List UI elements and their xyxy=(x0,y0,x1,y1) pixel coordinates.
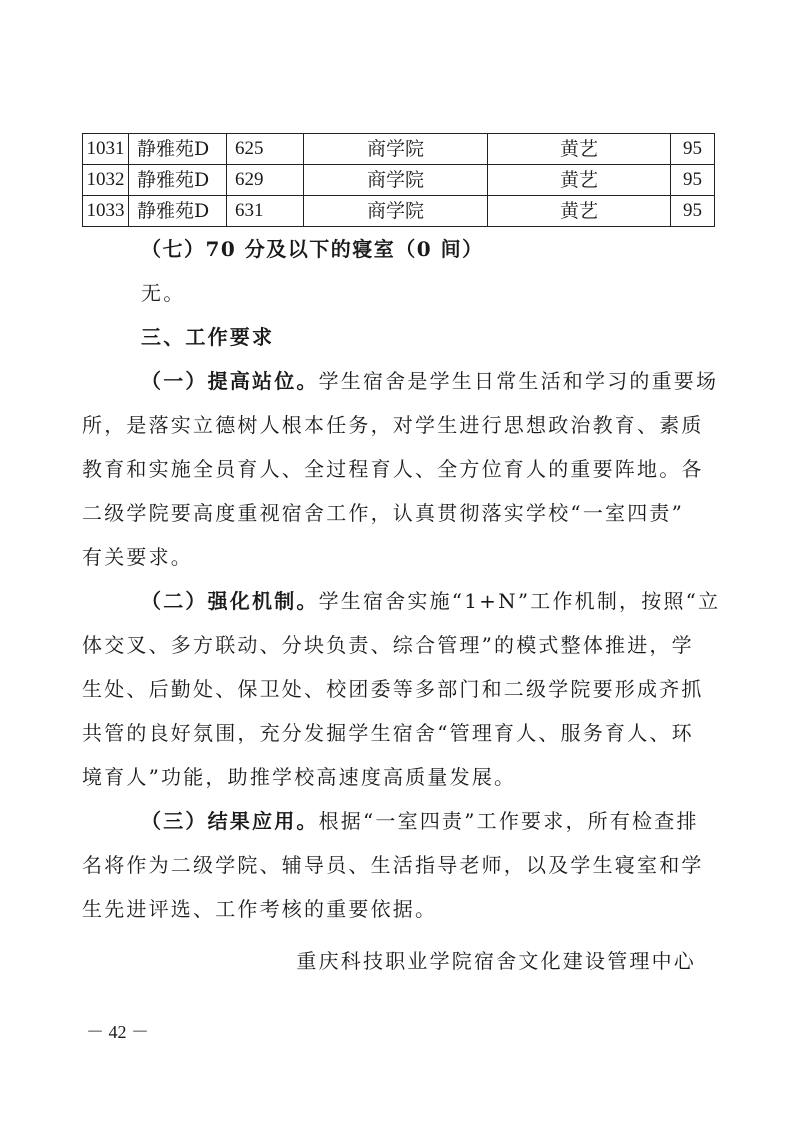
paragraph-3-line-3: 生先进评选、工作考核的重要依据。 xyxy=(82,897,438,921)
counselor-cell: 黄艺 xyxy=(488,165,671,196)
dormitory-score-table xyxy=(82,133,715,227)
paragraph-1-line-1 xyxy=(141,366,721,396)
serial-number-cell: 1031 xyxy=(83,134,129,165)
room-number-cell: 629 xyxy=(227,165,304,196)
score-cell: 95 xyxy=(671,165,715,196)
section-3-heading: 三、工作要求 xyxy=(141,325,275,349)
serial-number-cell: 1032 xyxy=(83,165,129,196)
score-cell: 95 xyxy=(671,134,715,165)
paragraph-2-line-5: 境育人”功能，助推学校高速度高质量发展。 xyxy=(82,765,517,789)
building-cell: 静雅苑D xyxy=(129,196,227,227)
building-cell: 静雅苑D xyxy=(129,134,227,165)
paragraph-2-line-4: 共管的良好氛围，充分发掘学生宿舍“管理育人、服务育人、环 xyxy=(82,721,694,745)
building-cell: 静雅苑D xyxy=(129,165,227,196)
paragraph-2-line-1 xyxy=(141,586,721,616)
paragraph-1-line-5: 有关要求。 xyxy=(82,545,193,569)
paragraph-3-lead: （三）结果应用。 xyxy=(141,809,319,833)
paragraph-2-line-3: 生处、后勤处、保卫处、校团委等多部门和二级学院要形成齐抓 xyxy=(82,677,704,701)
section-7-heading: （七）70 分及以下的寝室（0 间） xyxy=(141,237,484,261)
paragraph-1-line-4: 二级学院要高度重视宿舍工作，认真贯彻落实学校“一室四责” xyxy=(82,501,685,525)
serial-number-cell: 1033 xyxy=(83,196,129,227)
paragraph-3-text: 根据“一室四责”工作要求，所有检查排 xyxy=(318,809,699,833)
paragraph-2-text: 学生宿舍实施“1+N”工作机制，按照“立 xyxy=(318,589,721,613)
issuing-organization-signature: 重庆科技职业学院宿舍文化建设管理中心 xyxy=(296,949,696,973)
page-number: － 42 － xyxy=(86,1022,149,1042)
paragraph-2-lead: （二）强化机制。 xyxy=(141,589,319,613)
paragraph-2-line-2: 体交叉、多方联动、分块负责、综合管理”的模式整体推进，学 xyxy=(82,633,694,657)
room-number-cell: 631 xyxy=(227,196,304,227)
college-cell: 商学院 xyxy=(304,196,488,227)
paragraph-1-line-2: 所，是落实立德树人根本任务，对学生进行思想政治教育、素质 xyxy=(82,413,704,437)
table-row xyxy=(83,196,715,227)
paragraph-1-lead: （一）提高站位。 xyxy=(141,369,319,393)
counselor-cell: 黄艺 xyxy=(488,134,671,165)
paragraph-1-line-3: 教育和实施全员育人、全过程育人、全方位育人的重要阵地。各 xyxy=(82,457,704,481)
table-row xyxy=(83,134,715,165)
college-cell: 商学院 xyxy=(304,134,488,165)
room-number-cell: 625 xyxy=(227,134,304,165)
college-cell: 商学院 xyxy=(304,165,488,196)
table-row xyxy=(83,165,715,196)
score-cell: 95 xyxy=(671,196,715,227)
paragraph-3-line-2: 名将作为二级学院、辅导员、生活指导老师，以及学生寝室和学 xyxy=(82,853,704,877)
paragraph-3-line-1 xyxy=(141,806,721,836)
paragraph-1-text: 学生宿舍是学生日常生活和学习的重要场 xyxy=(318,369,719,393)
counselor-cell: 黄艺 xyxy=(488,196,671,227)
section-7-body: 无。 xyxy=(141,281,186,305)
